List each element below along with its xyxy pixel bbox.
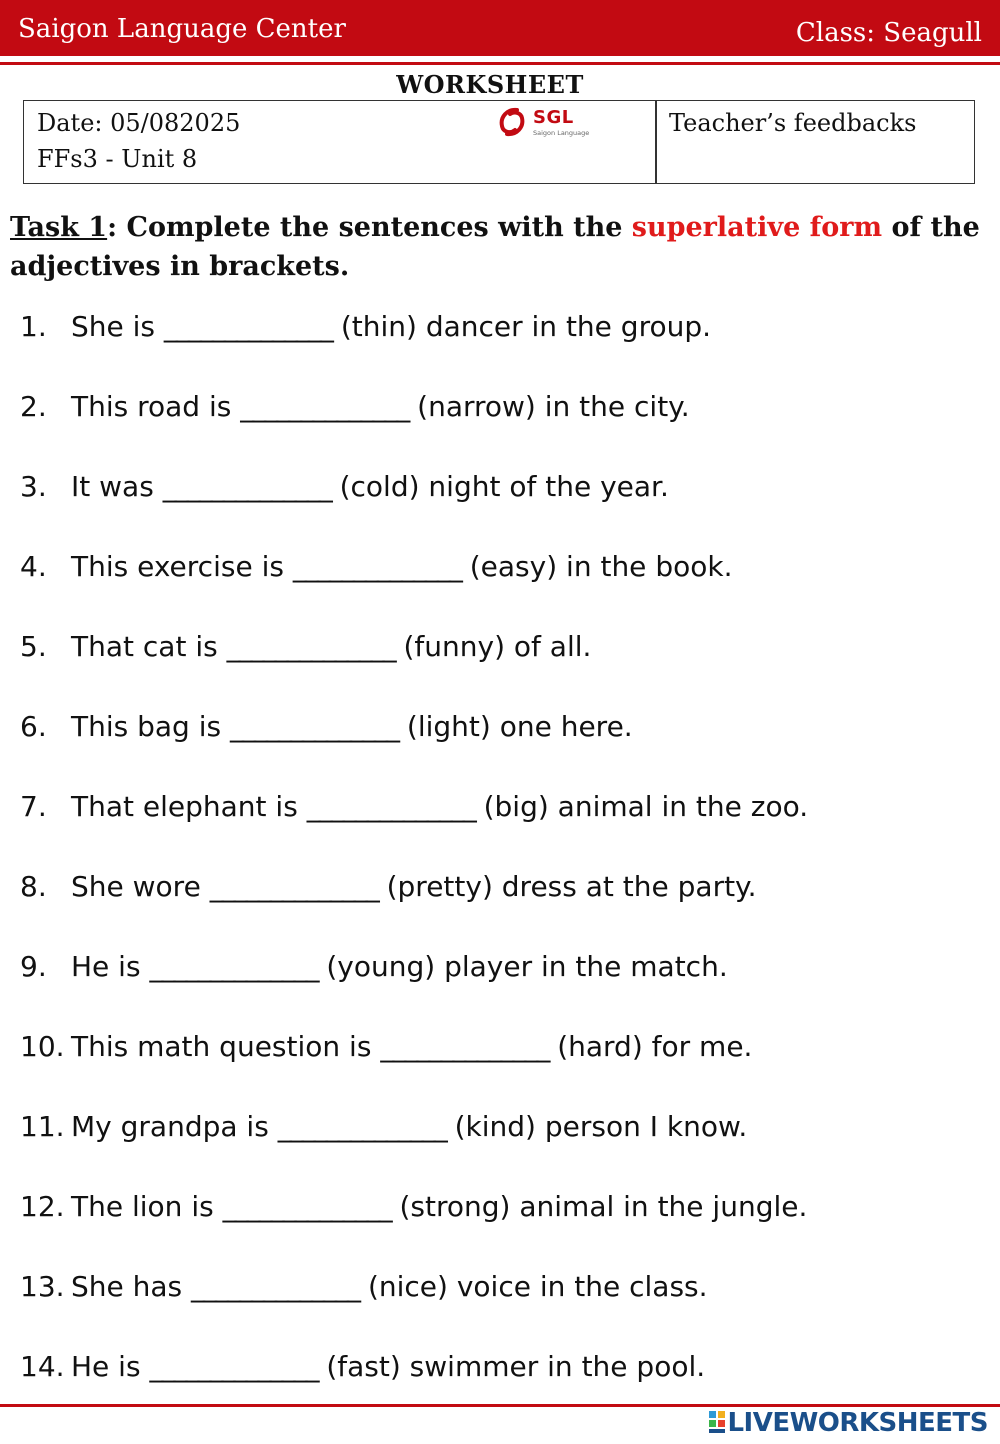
question-text (71, 702, 633, 752)
liveworksheets-logo (709, 1405, 988, 1441)
question-after: (young) player in the match. (317, 950, 728, 983)
question-before: That elephant is (71, 790, 307, 823)
question-after: (easy) in the book. (460, 550, 733, 583)
question-text (71, 862, 757, 912)
info-box-divider (655, 101, 657, 183)
question-after: (narrow) in the city. (408, 390, 690, 423)
question-number: 7. (20, 790, 47, 823)
question-after: (kind) person I know. (445, 1110, 748, 1143)
question-before: My grandpa is (71, 1110, 278, 1143)
answer-blank[interactable]: ______________ (230, 710, 398, 743)
question-before: This math question is (71, 1030, 381, 1063)
sgl-logo (495, 105, 595, 141)
question-number: 13. (20, 1270, 65, 1303)
worksheet-unit: FFs3 - Unit 8 (37, 145, 198, 173)
school-name: Saigon Language Center (18, 14, 346, 44)
question-text (71, 1262, 708, 1312)
question-item (0, 462, 1000, 512)
question-number: 4. (20, 550, 47, 583)
teacher-feedback-label: Teacher’s feedbacks (669, 109, 917, 137)
question-text (71, 622, 591, 672)
answer-blank[interactable]: ______________ (306, 790, 475, 823)
question-number: 9. (20, 950, 47, 983)
question-before: That cat is (71, 630, 227, 663)
worksheet-title: WORKSHEET (396, 70, 584, 99)
answer-blank[interactable]: ______________ (191, 1270, 360, 1303)
answer-blank[interactable]: ______________ (277, 1110, 446, 1143)
question-text (71, 542, 732, 592)
question-after: (light) one here. (398, 710, 633, 743)
question-before: The lion is (71, 1190, 223, 1223)
header-divider (0, 62, 1000, 65)
answer-blank[interactable]: ______________ (163, 310, 332, 343)
question-before: She wore (71, 870, 210, 903)
question-before: This bag is (71, 710, 230, 743)
question-number: 5. (20, 630, 47, 663)
question-before: This exercise is (71, 550, 293, 583)
question-item (0, 302, 1000, 352)
question-after: (cold) night of the year. (330, 470, 669, 503)
answer-blank[interactable]: ______________ (209, 870, 378, 903)
question-number: 6. (20, 710, 47, 743)
question-after: (hard) for me. (548, 1030, 753, 1063)
question-before: She has (71, 1270, 192, 1303)
question-before: It was (71, 470, 163, 503)
question-number: 1. (20, 310, 47, 343)
answer-blank[interactable]: ______________ (149, 950, 318, 983)
answer-blank[interactable]: ______________ (292, 550, 461, 583)
info-box (23, 100, 975, 184)
question-before: He is (71, 1350, 150, 1383)
question-after: (thin) dancer in the group. (331, 310, 712, 343)
question-text (71, 302, 711, 352)
class-label: Class: Seagull (795, 18, 982, 48)
question-item (0, 942, 1000, 992)
task-text-after: of the adjectives in brackets. (10, 212, 980, 282)
question-text (71, 1022, 752, 1072)
liveworksheets-logo-icon (709, 1409, 725, 1435)
task-text-before: : Complete the sentences with the (107, 212, 632, 243)
question-before: He is (71, 950, 150, 983)
question-item (0, 702, 1000, 752)
answer-blank[interactable]: ______________ (226, 630, 395, 663)
question-item (0, 1182, 1000, 1232)
logo-subtitle: Saigon Language (533, 129, 590, 137)
question-item (0, 862, 1000, 912)
question-after: (strong) animal in the jungle. (390, 1190, 808, 1223)
question-item (0, 382, 1000, 432)
sgl-logo-icon (495, 105, 529, 139)
answer-blank[interactable]: ______________ (380, 1030, 549, 1063)
logo-abbr: SGL (533, 107, 574, 128)
question-after: (funny) of all. (394, 630, 592, 663)
question-item (0, 622, 1000, 672)
question-number: 2. (20, 390, 47, 423)
question-after: (nice) voice in the class. (359, 1270, 708, 1303)
question-item (0, 782, 1000, 832)
worksheet-date: Date: 05/082025 (37, 109, 241, 137)
question-text (71, 462, 669, 512)
task-highlight: superlative form (631, 212, 883, 243)
answer-blank[interactable]: ______________ (149, 1350, 318, 1383)
question-number: 12. (20, 1190, 65, 1223)
header-bar (0, 0, 1000, 56)
question-item (0, 1262, 1000, 1312)
question-number: 10. (20, 1030, 65, 1063)
question-text (71, 782, 808, 832)
question-number: 3. (20, 470, 47, 503)
question-text (71, 942, 728, 992)
question-after: (pretty) dress at the party. (377, 870, 757, 903)
answer-blank[interactable]: ______________ (222, 1190, 391, 1223)
question-text (71, 1182, 807, 1232)
task-instruction (10, 208, 985, 286)
question-before: She is (71, 310, 164, 343)
question-text (71, 1342, 705, 1392)
question-after: (fast) swimmer in the pool. (317, 1350, 706, 1383)
question-number: 8. (20, 870, 47, 903)
answer-blank[interactable]: ______________ (240, 390, 409, 423)
answer-blank[interactable]: ______________ (162, 470, 331, 503)
question-text (71, 382, 690, 432)
question-item (0, 542, 1000, 592)
question-item (0, 1022, 1000, 1072)
question-item (0, 1342, 1000, 1392)
question-number: 14. (20, 1350, 65, 1383)
liveworksheets-brand: LIVEWORKSHEETS (727, 1408, 988, 1438)
question-number: 11. (20, 1110, 65, 1143)
question-before: This road is (71, 390, 241, 423)
question-after: (big) animal in the zoo. (474, 790, 809, 823)
task-label: Task 1 (10, 212, 108, 243)
question-text (71, 1102, 747, 1152)
question-item (0, 1102, 1000, 1152)
